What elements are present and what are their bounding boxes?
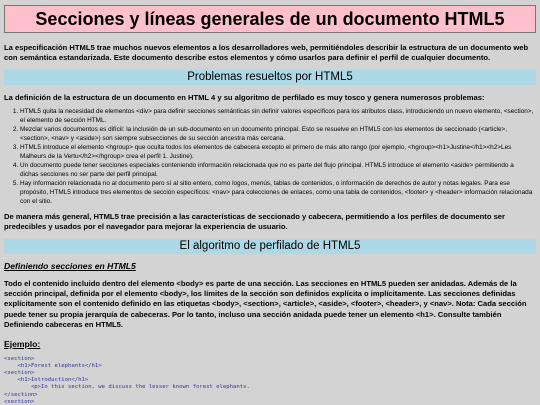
problems-lead: La definición de la estructura de un documento en HTML 4 y su algoritmo de perfilado es muy tosco y genera numerosos problemas:	[4, 92, 485, 102]
intro-paragraph: La especificación HTML5 trae muchos nuevos elementos a los desarrolladores web, permitiéndoles describir la estructura de un documento web con semántica estandarizada. Este documento describe estos elementos y cómo usarlos para definir el perfil de cualquier documento.	[4, 43, 529, 63]
conclusion-paragraph: De manera más general, HTML5 trae precisión a las características de seccionado y cabecera, permitiendo a los perfiles de documento ser predecibles y usados por el navegador para mejorar la experiencia de usuario.	[4, 211, 505, 232]
list-item: 5. Hay información relacionada no al documento pero sí al sitio entero, como logos, menús, tablas de contenidos, o información de derechos de autor y notas legales. Para ese propósito, HTML5 introduce tres elementos de sección específicos: <nav> para colecciones de enlaces, como una tabla de contenidos, <footer> y <header> información relacionada con el sitio.	[20, 179, 534, 206]
code-example: <section> <h1>Forest elephants</h1> <section> <h1>Introduction</h1> <p>In this section, we discuss the lesser known forest elephants. </section> <section>	[4, 355, 250, 405]
page-title: Secciones y líneas generales de un documento HTML5	[4, 5, 536, 33]
example-label: Ejemplo:	[4, 338, 41, 349]
problems-list	[4, 107, 534, 206]
section-heading-problems: Problemas resueltos por HTML5	[4, 70, 536, 85]
section-heading-algorithm: El algoritmo de perfilado de HTML5	[4, 239, 536, 254]
sections-body-paragraph: Todo el contenido incluido dentro del elemento <body> es parte de una sección. Las secciones en HTML5 pueden ser anidadas. Además de la sección principal, definida por el elemento <body>, los límites de la sección son definidos explícita o implícitamente. Las secciones definidas explícitamente son el contenido definido en las etiquetas <body>, <section>, <article>, <aside>, <footer>, <header>, y <nav>. Nota: Cada sección puede tener su propia jerarquía de cabeceras. Por lo tanto, incluso una sección anidada puede tener un elemento <h1>. Consulte también Definiendo cabeceras en HTML5.	[4, 278, 527, 330]
subheading-defining-sections: Definiendo secciones en HTML5	[4, 260, 136, 271]
list-item: 3. HTML5 introduce el elemento <hgroup> que oculta todos los elementos de cabecera excepto el primero de más alto rango (por ejemplo, <hgroup><h1>Justine</h1><h2>Les Malheurs de la Vertu</h2></hgroup> crea el perfil 1. Justine).	[20, 143, 534, 161]
list-item: 4. Un documento puede tener secciones especiales conteniendo información relacionada que no es parte del flujo principal. HTML5 introduce el elemento <aside> permitiendo a dichas secciones no ser parte del perfil principal.	[20, 161, 534, 179]
list-item: 1. HTML5 quita la necesidad de elementos <div> para definir secciones semánticas sin definir valores específicos para los atributos class, introduciendo un nuevo elemento, <section>, el elemento de sección HTML.	[20, 107, 534, 125]
list-item: 2. Mezclar varios documentos es difícil: la inclusión de un sub-documento en un documento principal. Esto se resuelve en HTML5 con los elementos de seccionado (<article>, <section>, <nav> y <aside>) son siempre subsecciones de su sección ancestra más cercana.	[20, 125, 534, 143]
